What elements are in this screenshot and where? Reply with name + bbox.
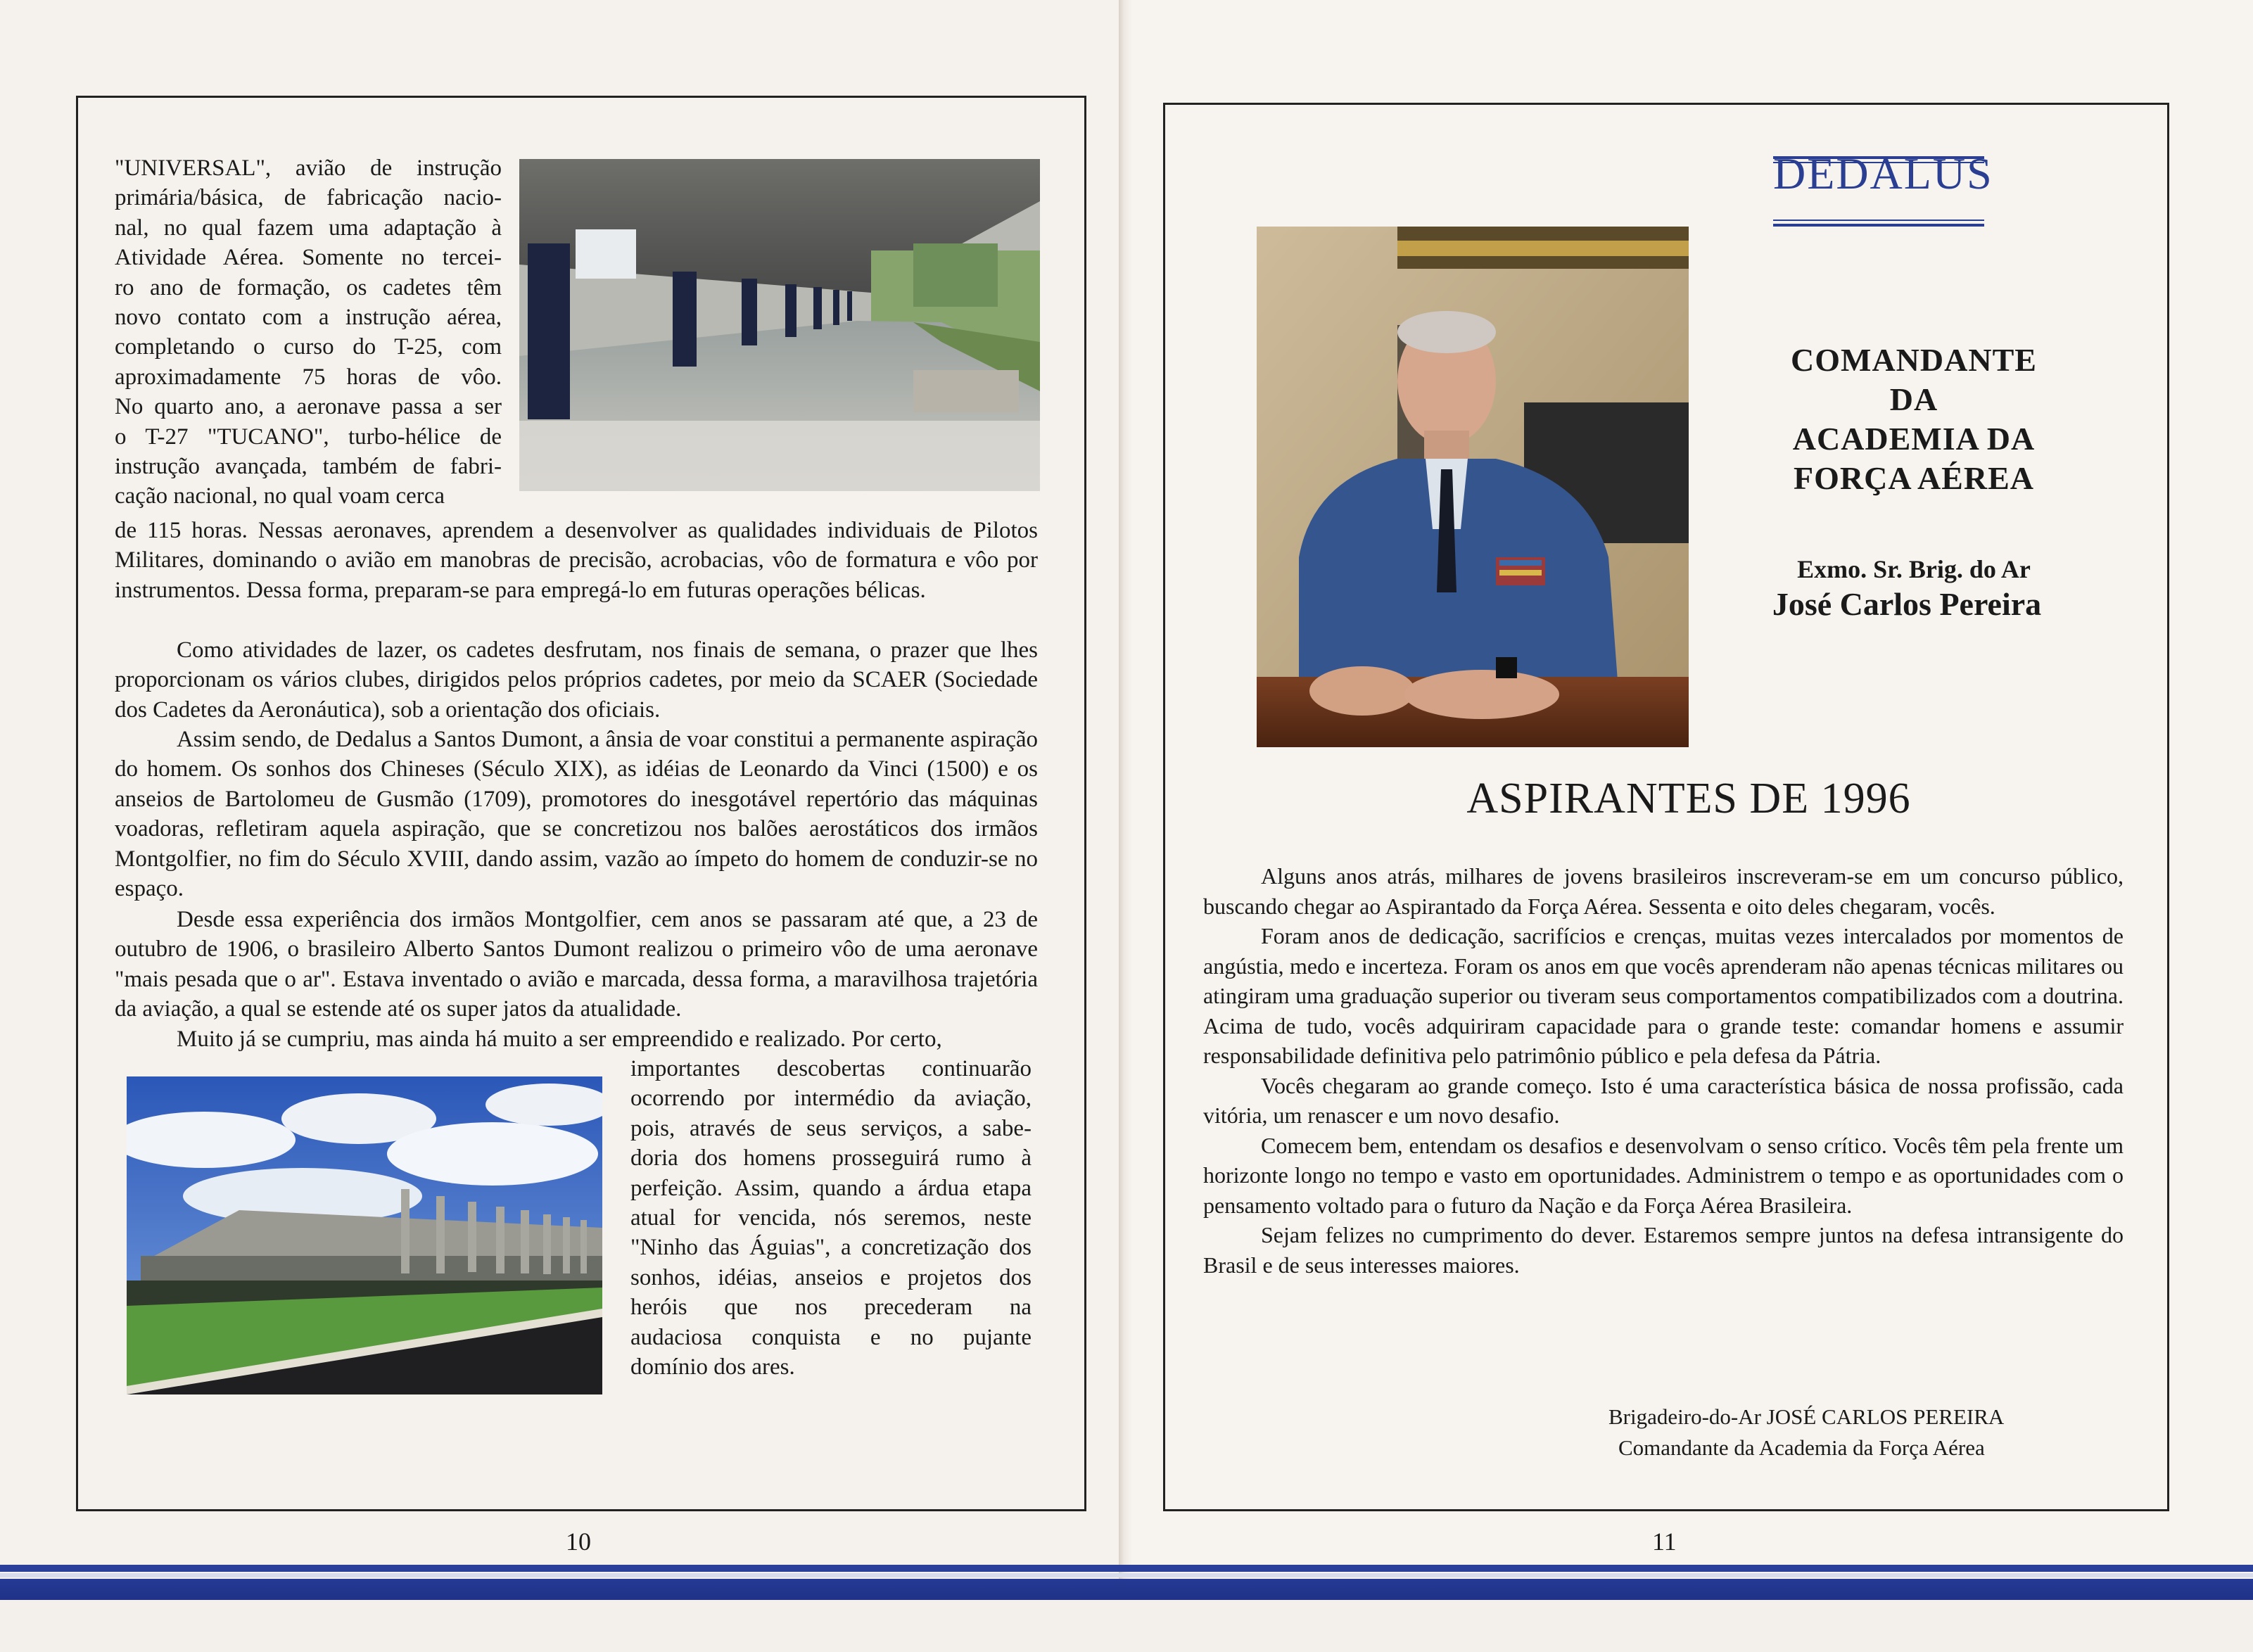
paragraph-5-line: "Ninho das Águias", a concretização dos <box>630 1235 1032 1261</box>
section-heading: ASPIRANTES DE 1996 <box>1466 775 1911 822</box>
brand-rule-bottom-2 <box>1773 224 1984 227</box>
commander-portrait-photo <box>1257 227 1689 747</box>
intro-text-line: novo contato com a instrução aérea, <box>115 305 502 331</box>
intro-text-line: completando o curso do T-25, com <box>115 334 502 360</box>
book-gutter <box>1119 0 1133 1652</box>
brand-title: DEDALUS <box>1773 148 1993 198</box>
paragraph-5-line: sonhos, idéias, anseios e projetos dos <box>630 1264 1032 1290</box>
intro-text-line: Atividade Aérea. Somente no tercei- <box>115 245 502 271</box>
corridor-photo-image <box>519 159 1040 491</box>
footer-light-stripe <box>0 1573 2253 1577</box>
intro-text-line: cação nacional, no qual voam cerca <box>115 483 445 509</box>
footer-blue-stripe-thick <box>0 1579 2253 1600</box>
signature-role: Comandante da Academia da Força Aérea <box>1618 1435 1985 1460</box>
commander-title-line: COMANDANTE <box>1791 342 2037 378</box>
footer-bottom-margin <box>0 1600 2253 1652</box>
paragraph-5-line: ocorrendo por intermédio da aviação, <box>630 1086 1032 1112</box>
footer-blue-stripe-thin <box>0 1565 2253 1572</box>
left-paragraph-5-first-line: Muito já se cumpriu, mas ainda há muito a ser empreendido e realizado. Por certo, <box>177 1027 942 1052</box>
intro-text-line: "UNIVERSAL", avião de instrução <box>115 155 502 181</box>
commander-title-line: DA <box>1889 381 1938 417</box>
page-number-right: 11 <box>1652 1527 1677 1556</box>
right-paragraph: Sejam felizes no cumprimento do dever. Estaremos sempre juntos na defesa intransigente do Brasil e de seus interesses maiores. <box>1203 1222 2124 1278</box>
intro-text-line: o T-27 "TUCANO", turbo-hélice de <box>115 424 502 450</box>
paragraph-5-line: pois, através de seus serviços, a sabe- <box>630 1115 1032 1141</box>
left-paragraph-2: Como atividades de lazer, os cadetes desfrutam, nos finais de semana, o prazer que lhes proporcionam os vários clubes, dirigidos pelos próprios cadetes, por meio da SCAER (Sociedade dos Cadetes da Aeronáutica), sob a orientação dos oficiais. <box>115 637 1038 723</box>
intro-text-line: ro ano de formação, os cadetes têm <box>115 274 502 300</box>
commander-title-line: ACADEMIA DA <box>1792 421 2036 457</box>
commander-title-line: FORÇA AÉREA <box>1794 460 2034 496</box>
paragraph-5-line: perfeição. Assim, quando a árdua etapa <box>630 1175 1032 1201</box>
left-paragraph-3: Assim sendo, de Dedalus a Santos Dumont, a ânsia de voar constitui a permanente aspiração do homem. Os sonhos dos Chineses (Século XIX), as idéias de Leonardo da Vinci (1500) e os anseios de Bartolomeu de Gusmão (1709), promotores do inesgotável repertório das máquinas voadoras, refletiram aquela aspiração, que se concretizou nos balões aerostáticos dos irmãos Montgolfier, no fim do Século XVIII, dando assim, vazão ao ímpeto do homem de conduzir-se no espaço. <box>115 727 1038 902</box>
intro-text-line: nal, no qual fazem uma adaptação à <box>115 215 502 241</box>
paragraph-5-line: doria dos homens prosseguirá rumo à <box>630 1145 1032 1171</box>
commander-portrait-image <box>1257 227 1689 747</box>
right-paragraph: Foram anos de dedicação, sacrifícios e crenças, muitas vezes intercalados por momentos de angústia, medo e incerteza. Foram os anos em que vocês aprenderam não apenas técnicas militares ou atingiram uma graduação superior ou tiveram seus comportamentos compatibilizados com a doutrina. Acima de tudo, vocês adquiriram capacidade para o grande teste: comandar homens e assumir responsabilidade definitiva pelo patrimônio público e pela defesa da Pátria. <box>1203 923 2124 1068</box>
paragraph-5-line: heróis que nos precederam na <box>630 1295 1032 1321</box>
signature-name: Brigadeiro-do-Ar JOSÉ CARLOS PEREIRA <box>1608 1404 2005 1429</box>
brand-rule-bottom-1 <box>1773 220 1984 221</box>
paragraph-5-line: atual for vencida, nós seremos, neste <box>630 1205 1032 1231</box>
corridor-photo <box>519 159 1040 491</box>
academy-building-photo <box>127 1076 602 1394</box>
left-paragraph-4: Desde essa experiência dos irmãos Montgolfier, cem anos se passaram até que, a 23 de outubro de 1906, o brasileiro Alberto Santos Dumont realizou o primeiro vôo de uma aeronave "mais pesada que o ar". Estava inventado o avião e marcada, dessa forma, a maravilhosa trajetória da aviação, a qual se estende até os super jatos da atualidade. <box>115 907 1038 1022</box>
paragraph-5-line: audaciosa conquista e no pujante <box>630 1324 1032 1350</box>
intro-text-line: instrução avançada, também de fabri- <box>115 454 502 480</box>
intro-text-line: aproximadamente 75 horas de vôo. <box>115 364 502 390</box>
left-paragraph-1: de 115 horas. Nessas aeronaves, aprendem a desenvolver as qualidades individuais de Pilotos Militares, dominando o avião em manobras de precisão, acrobacias, vôo de formatura e vôo por instrumentos. Dessa forma, preparam-se para empregá-lo em futuras operações bélicas. <box>115 518 1038 603</box>
page-number-left: 10 <box>566 1527 591 1556</box>
commander-name: José Carlos Pereira <box>1772 586 2042 622</box>
paragraph-5-line: importantes descobertas continuarão <box>630 1056 1032 1081</box>
commander-honorific: Exmo. Sr. Brig. do Ar <box>1797 555 2031 583</box>
intro-text-line: No quarto ano, a aeronave passa a ser <box>115 394 502 420</box>
right-paragraph: Vocês chegaram ao grande começo. Isto é uma característica básica de nossa profissão, cada vitória, um renascer e um novo desafio. <box>1203 1072 2124 1128</box>
intro-text-line: primária/básica, de fabricação nacio- <box>115 185 502 211</box>
right-paragraph: Comecem bem, entendam os desafios e desenvolvam o senso crítico. Vocês têm pela frente um horizonte longo no tempo e vasto em oportunidades. Administrem o tempo e as oportunidades com o pensamento voltado para o futuro da Nação e da Força Aérea Brasileira. <box>1203 1132 2124 1218</box>
paragraph-5-line: domínio dos ares. <box>630 1354 795 1380</box>
left-paragraph-5-continuation <box>630 1054 1032 1382</box>
right-body-text <box>1203 861 2124 1280</box>
right-paragraph: Alguns anos atrás, milhares de jovens brasileiros inscreveram-se em um concurso público, buscando chegar ao Aspirantado da Força Aérea. Sessenta e oito deles chegaram, vocês. <box>1203 863 2124 919</box>
intro-text-column <box>115 153 502 512</box>
academy-building-photo-image <box>127 1076 602 1394</box>
